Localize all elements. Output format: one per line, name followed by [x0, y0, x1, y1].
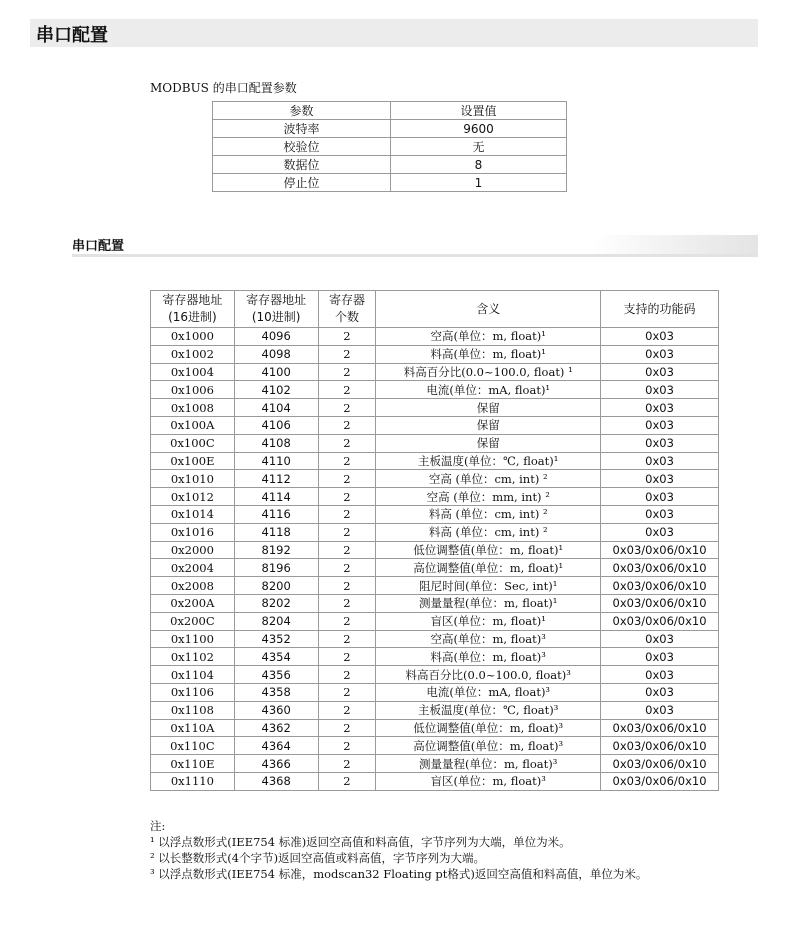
meaning-cell: 空高(单位：m, float)¹ — [376, 328, 601, 346]
param-name-cell: 停止位 — [213, 174, 391, 192]
addr16-cell: 0x1000 — [151, 328, 235, 346]
addr16-cell: 0x110C — [151, 737, 235, 755]
meaning-cell: 料高 (单位：cm, int) ² — [376, 505, 601, 523]
meaning-cell: 高位调整值(单位：m, float)¹ — [376, 559, 601, 577]
param-header-cell: 参数 — [213, 102, 391, 120]
meaning-cell: 保留 — [376, 434, 601, 452]
header-count — [318, 291, 376, 328]
meaning-cell: 低位调整值(单位：m, float)³ — [376, 719, 601, 737]
addr16-cell: 0x100E — [151, 452, 235, 470]
addr16-cell: 0x100C — [151, 434, 235, 452]
function-code-cell: 0x03 — [601, 363, 719, 381]
addr16-cell: 0x1102 — [151, 648, 235, 666]
addr16-cell: 0x110E — [151, 755, 235, 773]
meaning-cell: 空高 (单位：mm, int) ² — [376, 488, 601, 506]
function-code-cell: 0x03 — [601, 648, 719, 666]
addr16-cell: 0x2000 — [151, 541, 235, 559]
param-name-cell: 校验位 — [213, 138, 391, 156]
register-row — [151, 523, 719, 541]
register-row — [151, 577, 719, 595]
count-cell: 2 — [318, 488, 376, 506]
function-code-cell: 0x03 — [601, 683, 719, 701]
function-code-cell: 0x03 — [601, 505, 719, 523]
addr10-cell: 4100 — [234, 363, 318, 381]
count-cell: 2 — [318, 363, 376, 381]
register-row — [151, 630, 719, 648]
addr10-cell: 4366 — [234, 755, 318, 773]
function-code-cell: 0x03 — [601, 470, 719, 488]
meaning-cell: 保留 — [376, 399, 601, 417]
addr10-cell: 4110 — [234, 452, 318, 470]
function-code-cell: 0x03/0x06/0x10 — [601, 772, 719, 790]
header-addr10-label: 寄存器地址 (10进制) — [246, 293, 307, 324]
page-header — [30, 19, 758, 47]
addr16-cell: 0x1100 — [151, 630, 235, 648]
count-cell: 2 — [318, 719, 376, 737]
register-row — [151, 452, 719, 470]
register-row — [151, 755, 719, 773]
count-cell: 2 — [318, 772, 376, 790]
meaning-cell: 电流(单位：mA, float)¹ — [376, 381, 601, 399]
addr10-cell: 8202 — [234, 594, 318, 612]
count-cell: 2 — [318, 701, 376, 719]
register-row — [151, 737, 719, 755]
function-code-cell: 0x03/0x06/0x10 — [601, 559, 719, 577]
footnote-3: ³ 以浮点数形式(IEE754 标准，modscan32 Floating pt格式)返回空高值和料高值，单位为米。 — [150, 867, 648, 881]
register-row — [151, 416, 719, 434]
addr16-cell: 0x1104 — [151, 666, 235, 684]
addr10-cell: 4352 — [234, 630, 318, 648]
section-title: 串口配置 — [72, 239, 125, 254]
addr16-cell: 0x1004 — [151, 363, 235, 381]
meaning-cell: 测量量程(单位：m, float)³ — [376, 755, 601, 773]
count-cell: 2 — [318, 594, 376, 612]
register-row — [151, 719, 719, 737]
count-cell: 2 — [318, 381, 376, 399]
param-header-row — [213, 102, 567, 120]
addr16-cell: 0x110A — [151, 719, 235, 737]
meaning-cell: 空高 (单位：cm, int) ² — [376, 470, 601, 488]
count-cell: 2 — [318, 755, 376, 773]
count-cell: 2 — [318, 666, 376, 684]
register-row — [151, 648, 719, 666]
register-row — [151, 363, 719, 381]
register-row — [151, 594, 719, 612]
count-cell: 2 — [318, 523, 376, 541]
addr16-cell: 0x1016 — [151, 523, 235, 541]
header-addr10 — [234, 291, 318, 328]
addr10-cell: 4098 — [234, 345, 318, 363]
addr10-cell: 4356 — [234, 666, 318, 684]
addr16-cell: 0x1006 — [151, 381, 235, 399]
count-cell: 2 — [318, 505, 376, 523]
count-cell: 2 — [318, 612, 376, 630]
addr16-cell: 0x200C — [151, 612, 235, 630]
function-code-cell: 0x03 — [601, 328, 719, 346]
addr16-cell: 0x1012 — [151, 488, 235, 506]
addr16-cell: 0x1014 — [151, 505, 235, 523]
register-row — [151, 399, 719, 417]
meaning-cell: 盲区(单位：m, float)¹ — [376, 612, 601, 630]
count-cell: 2 — [318, 434, 376, 452]
meaning-cell: 主板温度(单位：℃, float)¹ — [376, 452, 601, 470]
function-code-cell: 0x03 — [601, 434, 719, 452]
addr10-cell: 8200 — [234, 577, 318, 595]
count-cell: 2 — [318, 345, 376, 363]
addr10-cell: 4108 — [234, 434, 318, 452]
notes-label: 注: — [150, 819, 166, 833]
footnote-2: ² 以长整数形式(4个字节)返回空高值或料高值，字节序列为大端。 — [150, 851, 486, 865]
count-cell: 2 — [318, 630, 376, 648]
param-row — [213, 174, 567, 192]
register-row — [151, 488, 719, 506]
register-row — [151, 328, 719, 346]
function-code-cell: 0x03/0x06/0x10 — [601, 719, 719, 737]
header-meaning — [376, 291, 601, 328]
param-header-cell: 设置值 — [391, 102, 567, 120]
addr16-cell: 0x100A — [151, 416, 235, 434]
addr10-cell: 4354 — [234, 648, 318, 666]
meaning-cell: 主板温度(单位：℃, float)³ — [376, 701, 601, 719]
register-row — [151, 772, 719, 790]
addr10-cell: 4104 — [234, 399, 318, 417]
addr16-cell: 0x1008 — [151, 399, 235, 417]
addr10-cell: 4112 — [234, 470, 318, 488]
function-code-cell: 0x03/0x06/0x10 — [601, 755, 719, 773]
count-cell: 2 — [318, 683, 376, 701]
function-code-cell: 0x03 — [601, 701, 719, 719]
function-code-cell: 0x03 — [601, 666, 719, 684]
function-code-cell: 0x03/0x06/0x10 — [601, 594, 719, 612]
count-cell: 2 — [318, 452, 376, 470]
count-cell: 2 — [318, 541, 376, 559]
count-cell: 2 — [318, 737, 376, 755]
header-function-codes — [601, 291, 719, 328]
param-row — [213, 138, 567, 156]
meaning-cell: 盲区(单位：m, float)³ — [376, 772, 601, 790]
addr16-cell: 0x1002 — [151, 345, 235, 363]
addr10-cell: 4114 — [234, 488, 318, 506]
function-code-cell: 0x03/0x06/0x10 — [601, 612, 719, 630]
footnotes — [150, 818, 647, 882]
addr10-cell: 4364 — [234, 737, 318, 755]
serial-params-table — [212, 101, 567, 192]
addr10-cell: 4360 — [234, 701, 318, 719]
addr16-cell: 0x2008 — [151, 577, 235, 595]
meaning-cell: 阻尼时间(单位：Sec, int)¹ — [376, 577, 601, 595]
meaning-cell: 料高(单位：m, float)³ — [376, 648, 601, 666]
addr16-cell: 0x1106 — [151, 683, 235, 701]
addr10-cell: 8192 — [234, 541, 318, 559]
addr10-cell: 4102 — [234, 381, 318, 399]
register-row — [151, 701, 719, 719]
register-row — [151, 612, 719, 630]
register-row — [151, 434, 719, 452]
function-code-cell: 0x03 — [601, 630, 719, 648]
meaning-cell: 料高百分比(0.0~100.0, float)³ — [376, 666, 601, 684]
function-code-cell: 0x03 — [601, 345, 719, 363]
addr16-cell: 0x1110 — [151, 772, 235, 790]
count-cell: 2 — [318, 648, 376, 666]
register-row — [151, 683, 719, 701]
register-row — [151, 345, 719, 363]
count-cell: 2 — [318, 559, 376, 577]
count-cell: 2 — [318, 470, 376, 488]
param-row — [213, 156, 567, 174]
function-code-cell: 0x03/0x06/0x10 — [601, 541, 719, 559]
count-cell: 2 — [318, 577, 376, 595]
page-title: 串口配置 — [36, 25, 108, 46]
param-value-cell: 1 — [391, 174, 567, 192]
function-code-cell: 0x03 — [601, 488, 719, 506]
addr10-cell: 8204 — [234, 612, 318, 630]
count-cell: 2 — [318, 328, 376, 346]
function-code-cell: 0x03 — [601, 399, 719, 417]
param-value-cell: 8 — [391, 156, 567, 174]
count-cell: 2 — [318, 416, 376, 434]
meaning-cell: 电流(单位：mA, float)³ — [376, 683, 601, 701]
register-row — [151, 470, 719, 488]
register-row — [151, 505, 719, 523]
param-value-cell: 9600 — [391, 120, 567, 138]
addr10-cell: 4368 — [234, 772, 318, 790]
function-code-cell: 0x03 — [601, 523, 719, 541]
section-header — [72, 235, 758, 257]
meaning-cell: 低位调整值(单位：m, float)¹ — [376, 541, 601, 559]
addr10-cell: 4118 — [234, 523, 318, 541]
param-value-cell: 无 — [391, 138, 567, 156]
addr10-cell: 4362 — [234, 719, 318, 737]
addr10-cell: 8196 — [234, 559, 318, 577]
addr16-cell: 0x1108 — [151, 701, 235, 719]
header-fc-label: 支持的功能码 — [623, 301, 696, 316]
header-count-label: 寄存器 个数 — [328, 293, 365, 324]
meaning-cell: 料高百分比(0.0~100.0, float) ¹ — [376, 363, 601, 381]
addr10-cell: 4106 — [234, 416, 318, 434]
meaning-cell: 空高(单位：m, float)³ — [376, 630, 601, 648]
meaning-cell: 高位调整值(单位：m, float)³ — [376, 737, 601, 755]
addr10-cell: 4096 — [234, 328, 318, 346]
count-cell: 2 — [318, 399, 376, 417]
addr16-cell: 0x1010 — [151, 470, 235, 488]
header-addr16-label: 寄存器地址 (16进制) — [162, 293, 223, 324]
addr16-cell: 0x2004 — [151, 559, 235, 577]
register-table — [150, 290, 719, 791]
register-row — [151, 541, 719, 559]
addr10-cell: 4358 — [234, 683, 318, 701]
register-header-row — [151, 291, 719, 328]
addr10-cell: 4116 — [234, 505, 318, 523]
param-name-cell: 波特率 — [213, 120, 391, 138]
function-code-cell: 0x03/0x06/0x10 — [601, 737, 719, 755]
meaning-cell: 测量量程(单位：m, float)¹ — [376, 594, 601, 612]
function-code-cell: 0x03 — [601, 416, 719, 434]
param-row — [213, 120, 567, 138]
addr16-cell: 0x200A — [151, 594, 235, 612]
header-meaning-label: 含义 — [476, 301, 501, 316]
register-row — [151, 381, 719, 399]
register-row — [151, 559, 719, 577]
meaning-cell: 保留 — [376, 416, 601, 434]
header-addr16 — [151, 291, 235, 328]
function-code-cell: 0x03 — [601, 452, 719, 470]
param-name-cell: 数据位 — [213, 156, 391, 174]
function-code-cell: 0x03 — [601, 381, 719, 399]
footnote-1: ¹ 以浮点数形式(IEE754 标准)返回空高值和料高值，字节序列为大端，单位为米。 — [150, 835, 571, 849]
param-table-caption: MODBUS 的串口配置参数 — [150, 81, 297, 95]
register-row — [151, 666, 719, 684]
meaning-cell: 料高 (单位：cm, int) ² — [376, 523, 601, 541]
meaning-cell: 料高(单位：m, float)¹ — [376, 345, 601, 363]
function-code-cell: 0x03/0x06/0x10 — [601, 577, 719, 595]
section-divider — [72, 254, 758, 257]
